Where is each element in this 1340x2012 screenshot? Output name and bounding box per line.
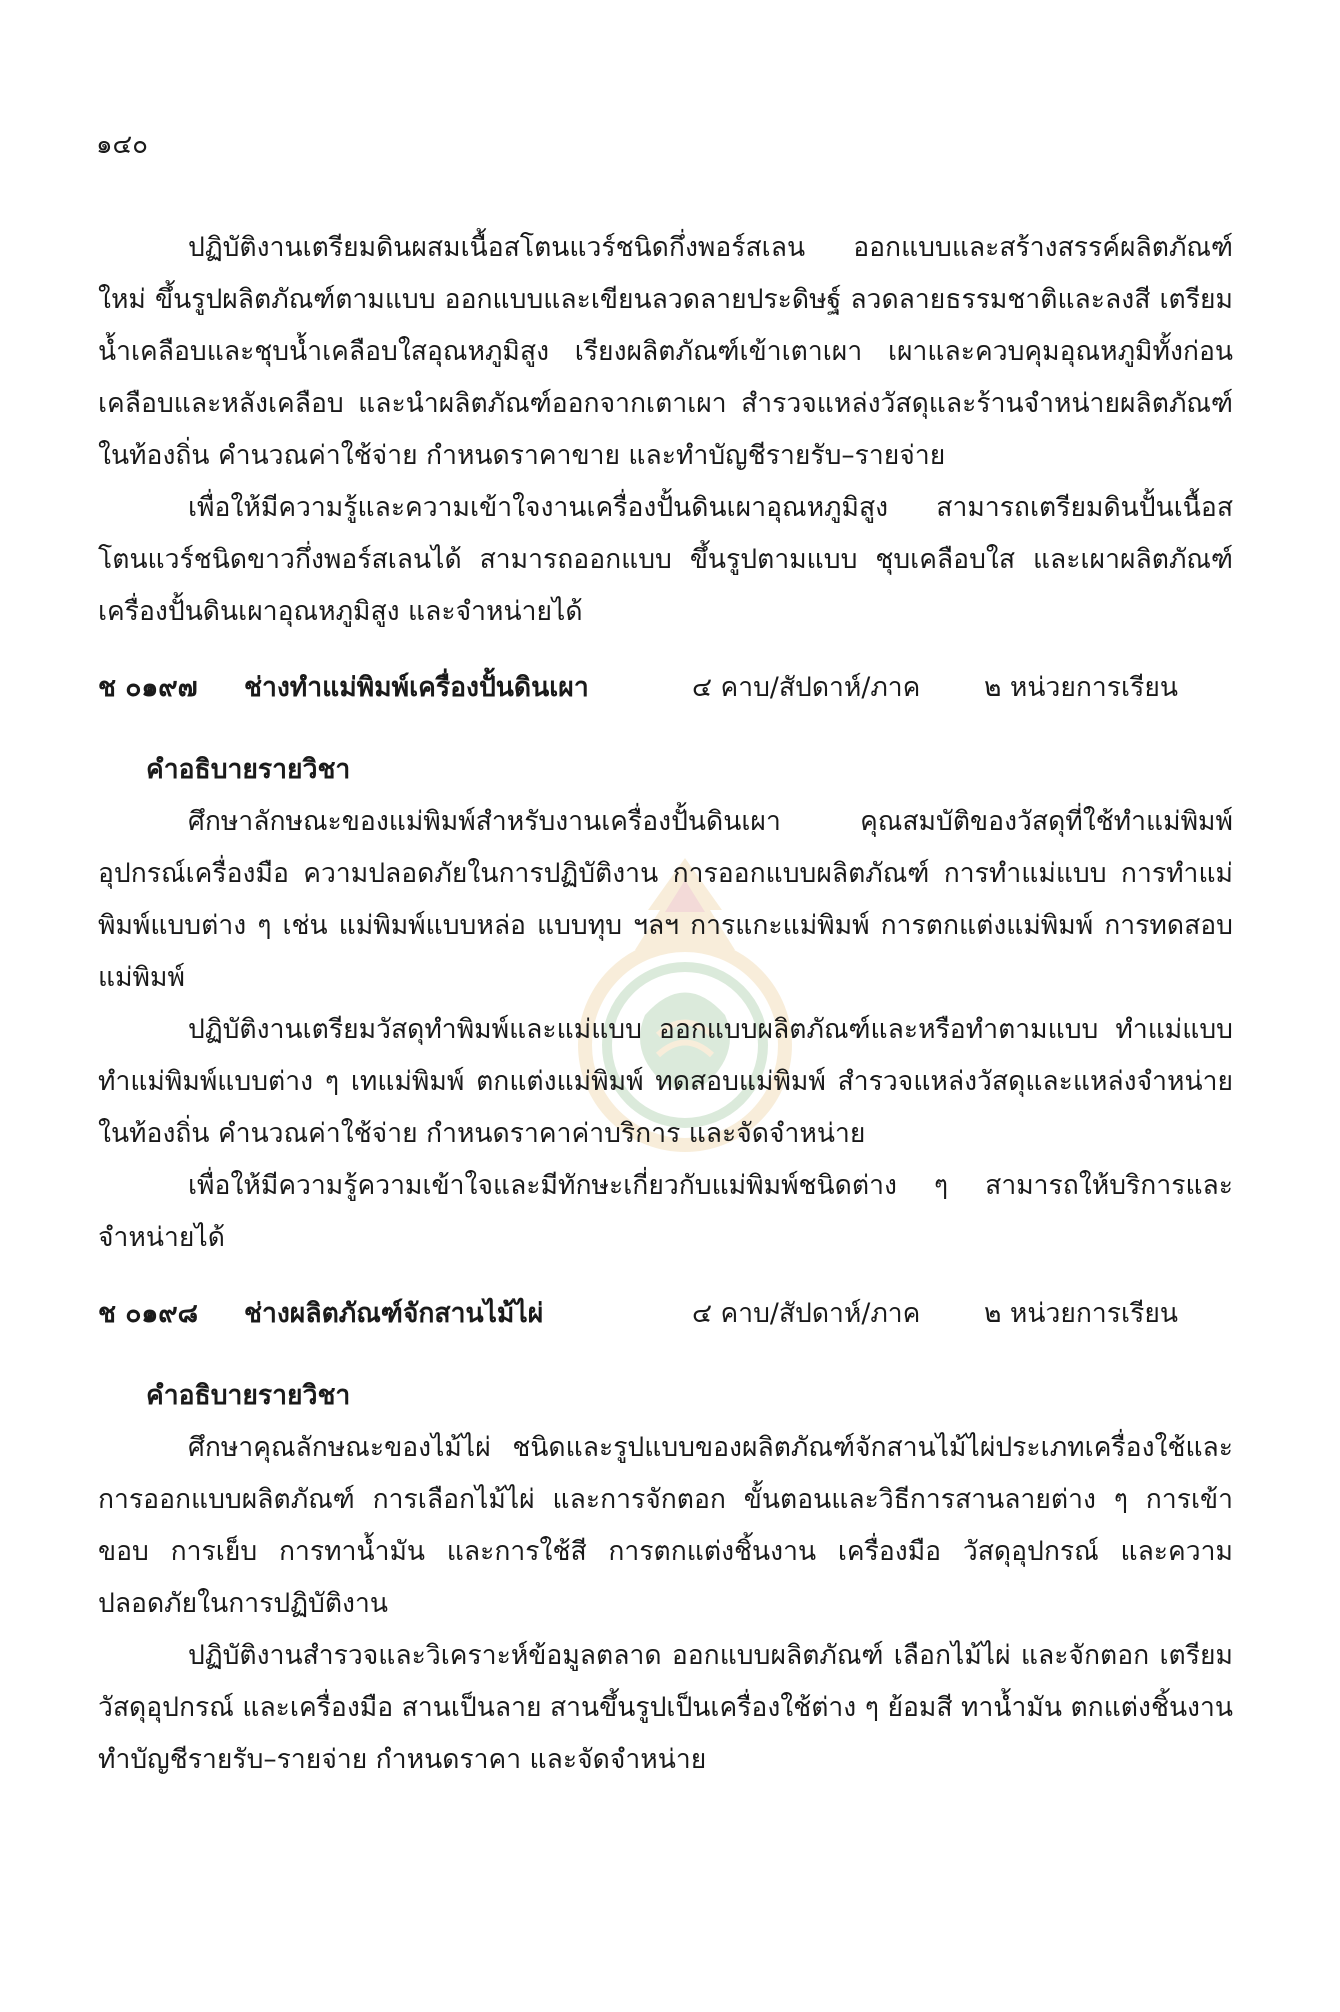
course-credits: ๒ หน่วยการเรียน: [984, 1298, 1178, 1329]
course-0198-paragraph-1: ศึกษาคุณลักษณะของไม้ไผ่ ชนิดและรูปแบบของผลิตภัณฑ์จักสานไม้ไผ่ประเภทเครื่องใช้และการออกแบบผลิตภัณฑ์ การเลือกไม้ไผ่ และการจักตอก ขั้นตอนและวิธีการสานลายต่าง ๆ การเข้าขอบ การเย็บ การทาน้ำมัน และการใช้สี การตกแต่งชิ้นงาน เครื่องมือ วัสดุอุปกรณ์ และความปลอดภัยในการปฏิบัติงาน: [98, 1432, 1233, 1619]
course-0197-paragraph-3: เพื่อให้มีความรู้ความเข้าใจและมีทักษะเกี่ยวกับแม่พิมพ์ชนิดต่าง ๆ สามารถให้บริการและจำหน่ายได้: [98, 1170, 1233, 1253]
course-code: ช ๐๑๙๗: [98, 672, 198, 703]
course-hours: ๔ คาบ/สัปดาห์/ภาค: [692, 1298, 921, 1329]
course-0198-paragraph-2: ปฏิบัติงานสำรวจและวิเคราะห์ข้อมูลตลาด ออกแบบผลิตภัณฑ์ เลือกไม้ไผ่ และจักตอก เตรียมวัสดุอุปกรณ์ และเครื่องมือ สานเป็นลาย สานขึ้นรูปเป็นเครื่องใช้ต่าง ๆ ย้อมสี ทาน้ำมัน ตกแต่งชิ้นงาน ทำบัญชีรายรับ–รายจ่าย กำหนดราคา และจัดจำหน่าย: [98, 1640, 1233, 1775]
course-heading-0198: [98, 1288, 1233, 1340]
course-title: ช่างผลิตภัณฑ์จักสานไม้ไผ่: [244, 1298, 544, 1329]
page-number: ๑๔๐: [96, 130, 149, 160]
course-title: ช่างทำแม่พิมพ์เครื่องปั้นดินเผา: [244, 672, 589, 703]
intro-paragraph-1: ปฏิบัติงานเตรียมดินผสมเนื้อสโตนแวร์ชนิดกึ่งพอร์สเลน ออกแบบและสร้างสรรค์ผลิตภัณฑ์ใหม่ ขึ้นรูปผลิตภัณฑ์ตามแบบ ออกแบบและเขียนลวดลายประดิษฐ์ ลวดลายธรรมชาติและลงสี เตรียมน้ำเคลือบและชุบน้ำเคลือบใสอุณหภูมิสูง เรียงผลิตภัณฑ์เข้าเตาเผา เผาและควบคุมอุณหภูมิทั้งก่อนเคลือบและหลังเคลือบ และนำผลิตภัณฑ์ออกจากเตาเผา สำรวจแหล่งวัสดุและร้านจำหน่ายผลิตภัณฑ์ในท้องถิ่น คำนวณค่าใช้จ่าย กำหนดราคาขาย และทำบัญชีรายรับ–รายจ่าย: [98, 232, 1233, 471]
course-description-label: คำอธิบายรายวิชา: [146, 754, 351, 785]
course-credits: ๒ หน่วยการเรียน: [984, 672, 1178, 703]
course-code: ช ๐๑๙๘: [98, 1298, 199, 1329]
course-description-label: คำอธิบายรายวิชา: [146, 1380, 351, 1411]
course-0197-paragraph-1: ศึกษาลักษณะของแม่พิมพ์สำหรับงานเครื่องปั้นดินเผา คุณสมบัติของวัสดุที่ใช้ทำแม่พิมพ์ อุปกรณ์เครื่องมือ ความปลอดภัยในการปฏิบัติงาน การออกแบบผลิตภัณฑ์ การทำแม่แบบ การทำแม่พิมพ์แบบต่าง ๆ เช่น แม่พิมพ์แบบหล่อ แบบทุบ ฯลฯ การแกะแม่พิมพ์ การตกแต่งแม่พิมพ์ การทดสอบแม่พิมพ์: [98, 806, 1233, 993]
course-0197-paragraph-2: ปฏิบัติงานเตรียมวัสดุทำพิมพ์และแม่แบบ ออกแบบผลิตภัณฑ์และหรือทำตามแบบ ทำแม่แบบ ทำแม่พิมพ์แบบต่าง ๆ เทแม่พิมพ์ ตกแต่งแม่พิมพ์ ทดสอบแม่พิมพ์ สำรวจแหล่งวัสดุและแหล่งจำหน่ายในท้องถิ่น คำนวณค่าใช้จ่าย กำหนดราคาค่าบริการ และจัดจำหน่าย: [98, 1014, 1233, 1149]
course-heading-0197: [98, 662, 1233, 714]
intro-paragraph-2: เพื่อให้มีความรู้และความเข้าใจงานเครื่องปั้นดินเผาอุณหภูมิสูง สามารถเตรียมดินปั้นเนื้อสโตนแวร์ชนิดขาวกึ่งพอร์สเลนได้ สามารถออกแบบ ขึ้นรูปตามแบบ ชุบเคลือบใส และเผาผลิตภัณฑ์เครื่องปั้นดินเผาอุณหภูมิสูง และจำหน่ายได้: [98, 492, 1233, 627]
document-body: [98, 222, 1233, 1786]
course-hours: ๔ คาบ/สัปดาห์/ภาค: [692, 672, 921, 703]
